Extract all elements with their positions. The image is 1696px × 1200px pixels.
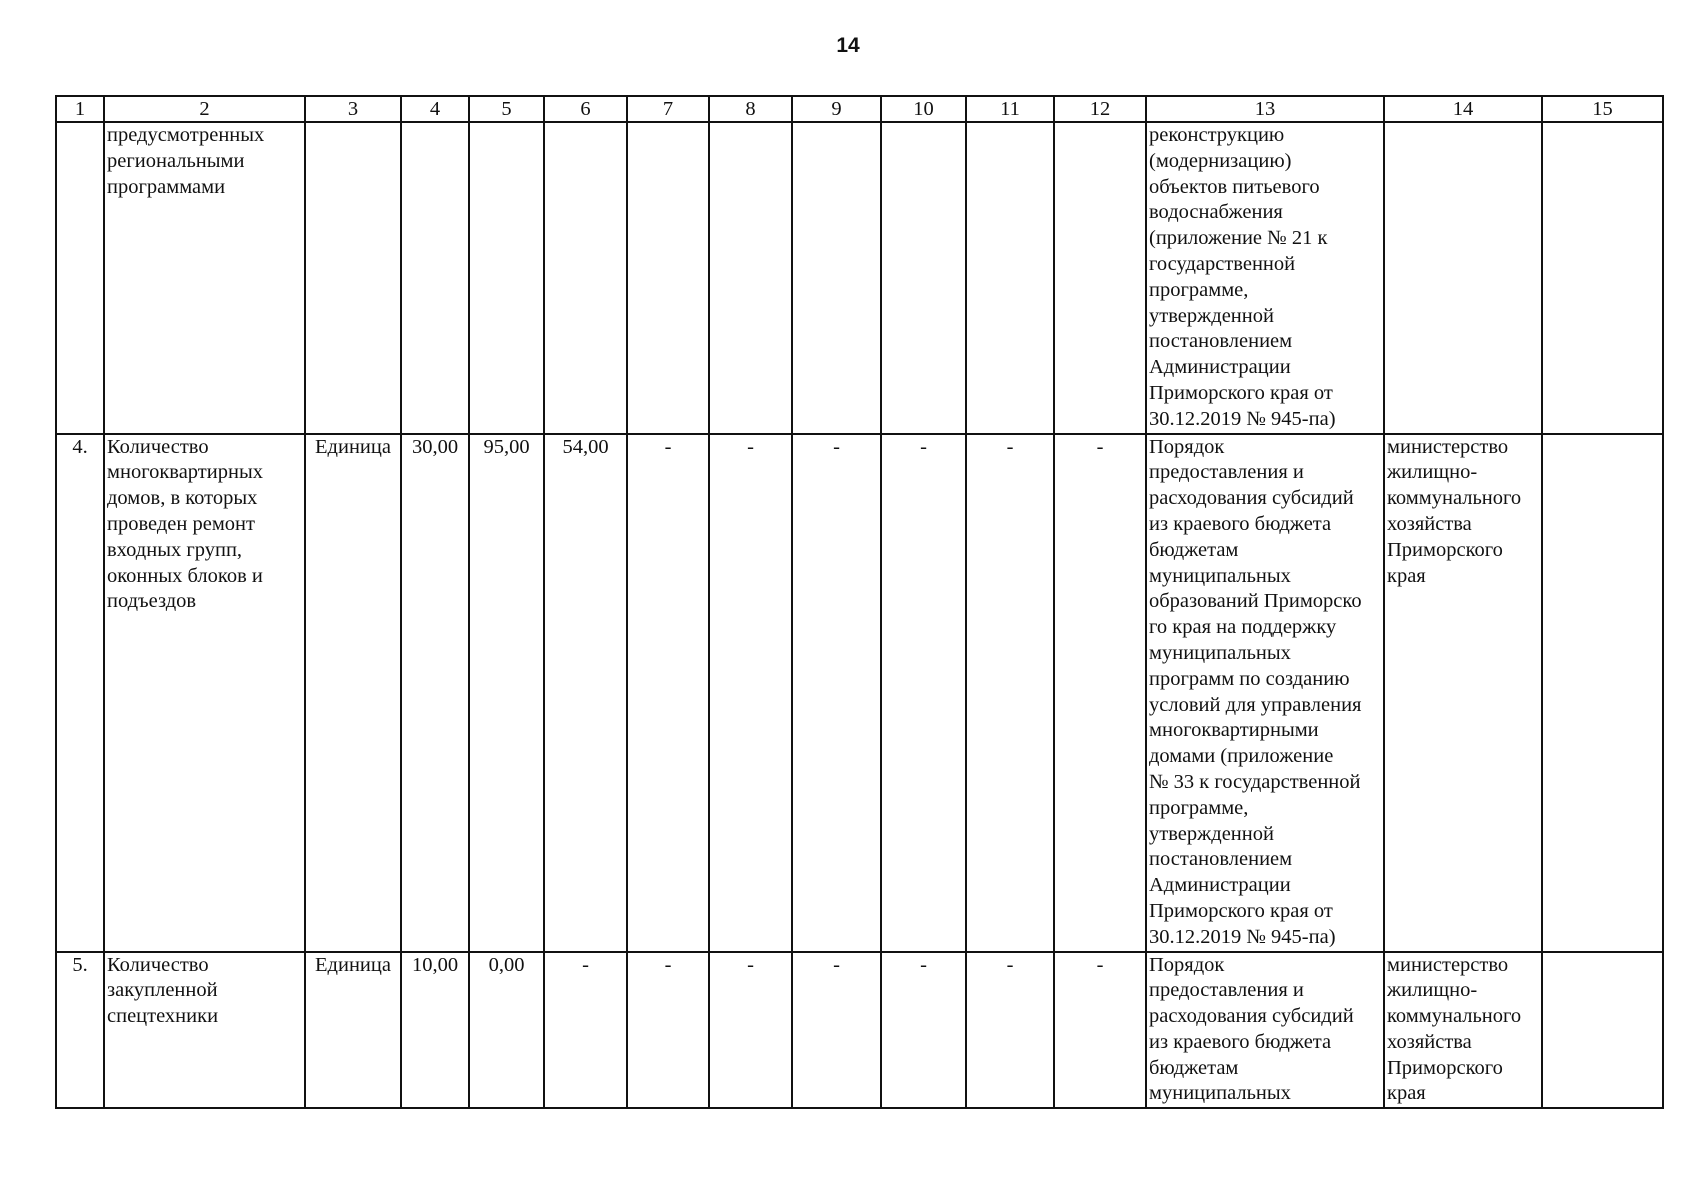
table-row <box>56 122 1663 434</box>
value-cell <box>966 122 1054 434</box>
value-cell: - <box>1054 434 1146 952</box>
document-cell: Порядок предоставления и расходования субсидий из краевого бюджета бюджетам муниципальных образований Приморско го края на поддержку муниципальных программ по созданию условий для управления многоквартирными домами (приложение № 33 к государственной программе, утвержденной постановлением Администрации Приморского края от 30.12.2019 № 945-па) <box>1146 434 1384 952</box>
document-cell: реконструкцию (модернизацию) объектов питьевого водоснабжения (приложение № 21 к государственной программе, утвержденной постановлением Администрации Приморского края от 30.12.2019 № 945-па) <box>1146 122 1384 434</box>
value-cell: 54,00 <box>544 434 627 952</box>
indicator-name: предусмотренных региональными программами <box>104 122 305 434</box>
unit-cell: Единица <box>305 952 401 1109</box>
column-header: 13 <box>1146 96 1384 122</box>
value-cell: - <box>627 952 709 1109</box>
value-cell <box>881 122 966 434</box>
column-header: 11 <box>966 96 1054 122</box>
indicator-name: Количество многоквартирных домов, в которых проведен ремонт входных групп, оконных блоков и подъездов <box>104 434 305 952</box>
value-cell <box>792 122 881 434</box>
note-cell <box>1542 434 1663 952</box>
value-cell: 95,00 <box>469 434 544 952</box>
table-row <box>56 434 1663 952</box>
column-number-row <box>56 96 1663 122</box>
value-cell <box>1054 122 1146 434</box>
responsible-cell: министерство жилищно- коммунального хозяйства Приморского края <box>1384 434 1542 952</box>
value-cell: - <box>544 952 627 1109</box>
row-number: 4. <box>56 434 104 952</box>
value-cell: - <box>881 952 966 1109</box>
document-cell: Порядок предоставления и расходования субсидий из краевого бюджета бюджетам муниципальных <box>1146 952 1384 1109</box>
unit-cell: Единица <box>305 434 401 952</box>
column-header: 12 <box>1054 96 1146 122</box>
value-cell: - <box>792 952 881 1109</box>
column-header: 6 <box>544 96 627 122</box>
indicators-table <box>55 95 1664 1109</box>
column-header: 9 <box>792 96 881 122</box>
value-cell: - <box>966 952 1054 1109</box>
value-cell <box>544 122 627 434</box>
row-number: 5. <box>56 952 104 1109</box>
value-cell: 0,00 <box>469 952 544 1109</box>
note-cell <box>1542 122 1663 434</box>
column-header: 10 <box>881 96 966 122</box>
responsible-cell: министерство жилищно- коммунального хозяйства Приморского края <box>1384 952 1542 1109</box>
indicator-name: Количество закупленной спецтехники <box>104 952 305 1109</box>
value-cell: - <box>1054 952 1146 1109</box>
column-header: 2 <box>104 96 305 122</box>
column-header: 8 <box>709 96 792 122</box>
column-header: 1 <box>56 96 104 122</box>
responsible-cell <box>1384 122 1542 434</box>
value-cell <box>627 122 709 434</box>
value-cell: - <box>709 952 792 1109</box>
value-cell: - <box>966 434 1054 952</box>
row-number <box>56 122 104 434</box>
value-cell: - <box>709 434 792 952</box>
value-cell: - <box>792 434 881 952</box>
column-header: 14 <box>1384 96 1542 122</box>
note-cell <box>1542 952 1663 1109</box>
column-header: 7 <box>627 96 709 122</box>
page-number: 14 <box>836 34 860 57</box>
table-row <box>56 952 1663 1109</box>
value-cell: - <box>627 434 709 952</box>
column-header: 3 <box>305 96 401 122</box>
column-header: 5 <box>469 96 544 122</box>
value-cell <box>709 122 792 434</box>
value-cell <box>469 122 544 434</box>
value-cell: 10,00 <box>401 952 469 1109</box>
value-cell: - <box>881 434 966 952</box>
value-cell <box>401 122 469 434</box>
unit-cell <box>305 122 401 434</box>
value-cell: 30,00 <box>401 434 469 952</box>
column-header: 4 <box>401 96 469 122</box>
column-header: 15 <box>1542 96 1663 122</box>
